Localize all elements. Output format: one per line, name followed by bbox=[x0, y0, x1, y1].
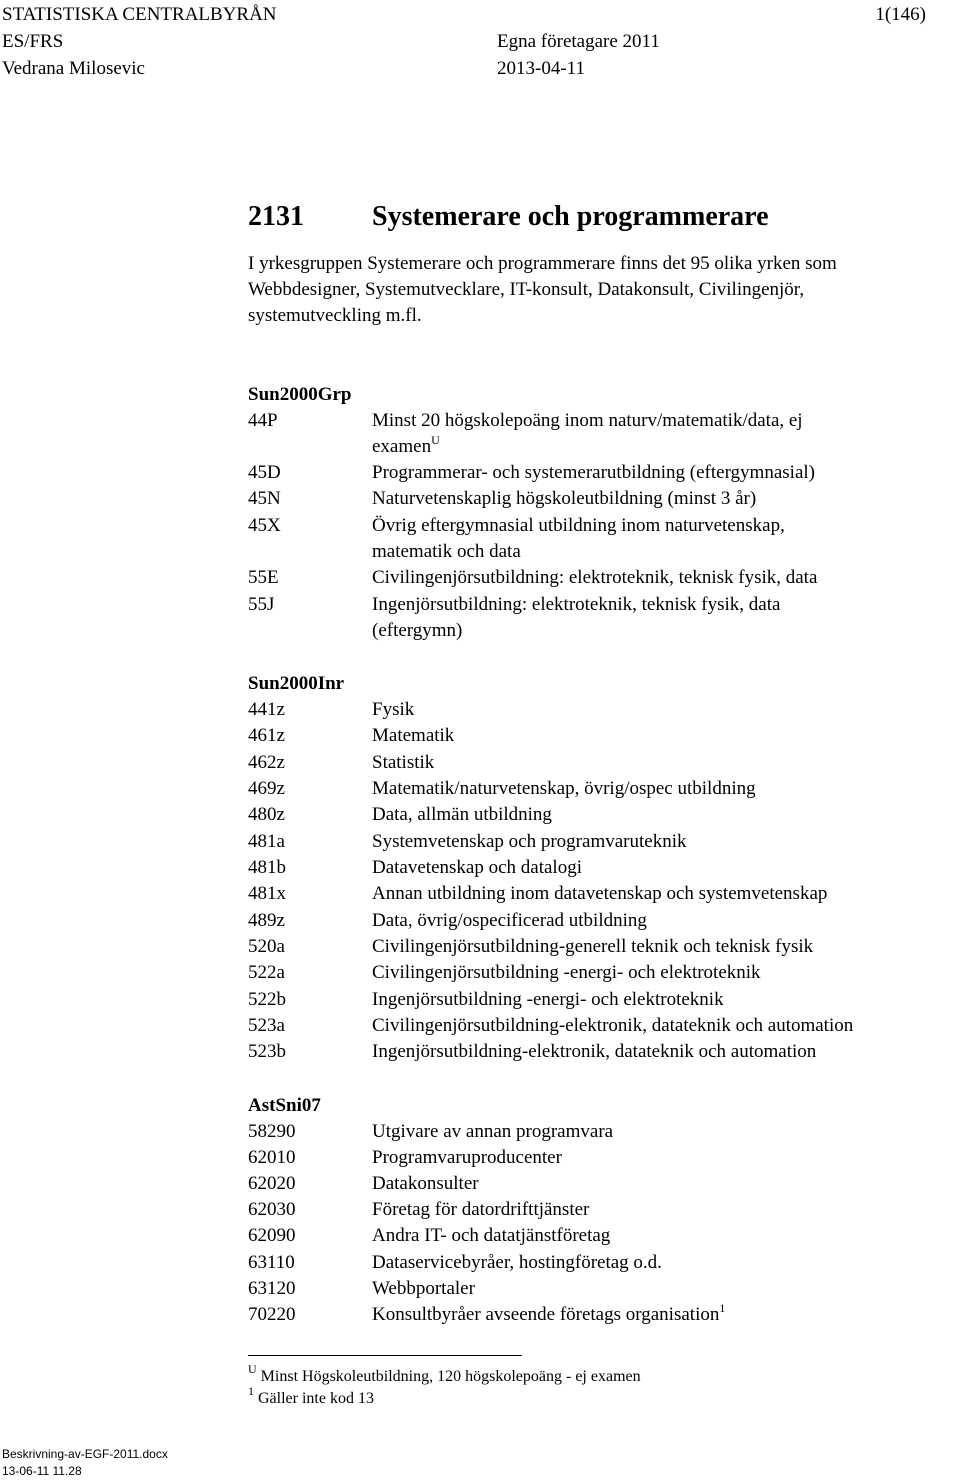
intro-line: I yrkesgruppen Systemerare och programmerare finns det 95 olika yrken som bbox=[248, 253, 837, 274]
footnote: $^1$ Gäller inte kod 13 bbox=[248, 1384, 374, 1407]
row-description: Webbportaler bbox=[372, 1278, 475, 1299]
row-description: Fysik bbox=[372, 699, 415, 720]
row-code: 481x bbox=[248, 883, 286, 904]
astsni07-heading: AstSni07 bbox=[248, 1095, 321, 1116]
row-code: 469z bbox=[248, 778, 285, 799]
row-description-cont: (eftergymn) bbox=[372, 620, 463, 641]
row-description: Data, allmän utbildning bbox=[372, 804, 552, 825]
footnote-marker: 1 bbox=[248, 1384, 254, 1398]
row-description: Datavetenskap och datalogi bbox=[372, 857, 582, 878]
author: Vedrana Milosevic bbox=[2, 58, 145, 79]
department: ES/FRS bbox=[2, 31, 64, 52]
row-code: 523a bbox=[248, 1015, 285, 1036]
row-code: 522a bbox=[248, 962, 285, 983]
footnote-marker: U bbox=[431, 433, 440, 447]
section-code: 2131 bbox=[248, 201, 304, 232]
row-description: Ingenjörsutbildning: elektroteknik, teknisk fysik, data bbox=[372, 594, 781, 615]
footer-timestamp: 13-06-11 11.28 bbox=[2, 1464, 82, 1478]
row-description: Konsultbyråer avseende företags organisation$^1$ bbox=[372, 1301, 726, 1325]
intro-line: systemutveckling m.fl. bbox=[248, 305, 422, 326]
row-code: 480z bbox=[248, 804, 285, 825]
section-title: Systemerare och programmerare bbox=[372, 201, 769, 232]
row-description: Matematik/naturvetenskap, övrig/ospec utbildning bbox=[372, 778, 756, 799]
footnote-marker: 1 bbox=[719, 1301, 726, 1315]
intro-line: Webbdesigner, Systemutvecklare, IT-konsult, Datakonsult, Civilingenjör, bbox=[248, 279, 805, 300]
row-code: 441z bbox=[248, 699, 285, 720]
row-code: 44P bbox=[248, 410, 278, 431]
page-number: 1(146) bbox=[875, 4, 926, 25]
row-code: 45D bbox=[248, 462, 281, 483]
sun2000grp-heading: Sun2000Grp bbox=[248, 384, 352, 405]
row-code: 481b bbox=[248, 857, 286, 878]
row-description-cont: examen$^U$ bbox=[372, 433, 440, 457]
row-code: 520a bbox=[248, 936, 285, 957]
row-description: Annan utbildning inom datavetenskap och systemvetenskap bbox=[372, 883, 828, 904]
footer-filename: Beskrivning-av-EGF-2011.docx bbox=[2, 1447, 168, 1461]
row-description: Civilingenjörsutbildning: elektroteknik, teknisk fysik, data bbox=[372, 567, 818, 588]
row-code: 58290 bbox=[248, 1121, 296, 1142]
row-description: Programvaruproducenter bbox=[372, 1147, 562, 1168]
row-description: Civilingenjörsutbildning-generell teknik och teknisk fysik bbox=[372, 936, 814, 957]
row-description: Utgivare av annan programvara bbox=[372, 1121, 614, 1142]
row-code: 489z bbox=[248, 910, 285, 931]
row-code: 63120 bbox=[248, 1278, 296, 1299]
document-date: 2013-04-11 bbox=[497, 58, 585, 79]
row-code: 62090 bbox=[248, 1225, 296, 1246]
row-description: Datakonsulter bbox=[372, 1173, 479, 1194]
org-name: STATISTISKA CENTRALBYRÅN bbox=[2, 4, 277, 25]
row-description: Systemvetenskap och programvaruteknik bbox=[372, 831, 687, 852]
row-code: 55J bbox=[248, 594, 275, 615]
row-code: 45X bbox=[248, 515, 281, 536]
row-code: 481a bbox=[248, 831, 285, 852]
row-description: Ingenjörsutbildning -energi- och elektroteknik bbox=[372, 989, 724, 1010]
row-code: 523b bbox=[248, 1041, 286, 1062]
row-code: 522b bbox=[248, 989, 286, 1010]
row-description: Statistik bbox=[372, 752, 435, 773]
footnote-separator bbox=[248, 1355, 522, 1356]
row-code: 63110 bbox=[248, 1252, 295, 1273]
row-code: 461z bbox=[248, 725, 285, 746]
row-code: 62010 bbox=[248, 1147, 296, 1168]
row-description: Matematik bbox=[372, 725, 455, 746]
row-description: Företag för datordrifttjänster bbox=[372, 1199, 590, 1220]
row-description: Ingenjörsutbildning-elektronik, datateknik och automation bbox=[372, 1041, 817, 1062]
row-code: 45N bbox=[248, 488, 281, 509]
row-description: Övrig eftergymnasial utbildning inom naturvetenskap, bbox=[372, 515, 785, 536]
row-code: 462z bbox=[248, 752, 285, 773]
row-description: Civilingenjörsutbildning -energi- och elektroteknik bbox=[372, 962, 761, 983]
footnote-marker: U bbox=[248, 1362, 257, 1376]
row-code: 55E bbox=[248, 567, 279, 588]
row-description: Minst 20 högskolepoäng inom naturv/matematik/data, ej bbox=[372, 410, 803, 431]
row-description: Data, övrig/ospecificerad utbildning bbox=[372, 910, 647, 931]
row-code: 62020 bbox=[248, 1173, 296, 1194]
row-description: Dataservicebyråer, hostingföretag o.d. bbox=[372, 1252, 662, 1273]
row-description-cont: matematik och data bbox=[372, 541, 521, 562]
row-description: Andra IT- och datatjänstföretag bbox=[372, 1225, 611, 1246]
sun2000inr-heading: Sun2000Inr bbox=[248, 673, 345, 694]
row-description: Naturvetenskaplig högskoleutbildning (minst 3 år) bbox=[372, 488, 757, 509]
footnote: $^U$ Minst Högskoleutbildning, 120 högskolepoäng - ej examen bbox=[248, 1362, 641, 1385]
row-description: Civilingenjörsutbildning-elektronik, datateknik och automation bbox=[372, 1015, 854, 1036]
row-code: 70220 bbox=[248, 1304, 296, 1325]
row-description: Programmerar- och systemerarutbildning (eftergymnasial) bbox=[372, 462, 815, 483]
survey-name: Egna företagare 2011 bbox=[497, 31, 660, 52]
row-code: 62030 bbox=[248, 1199, 296, 1220]
